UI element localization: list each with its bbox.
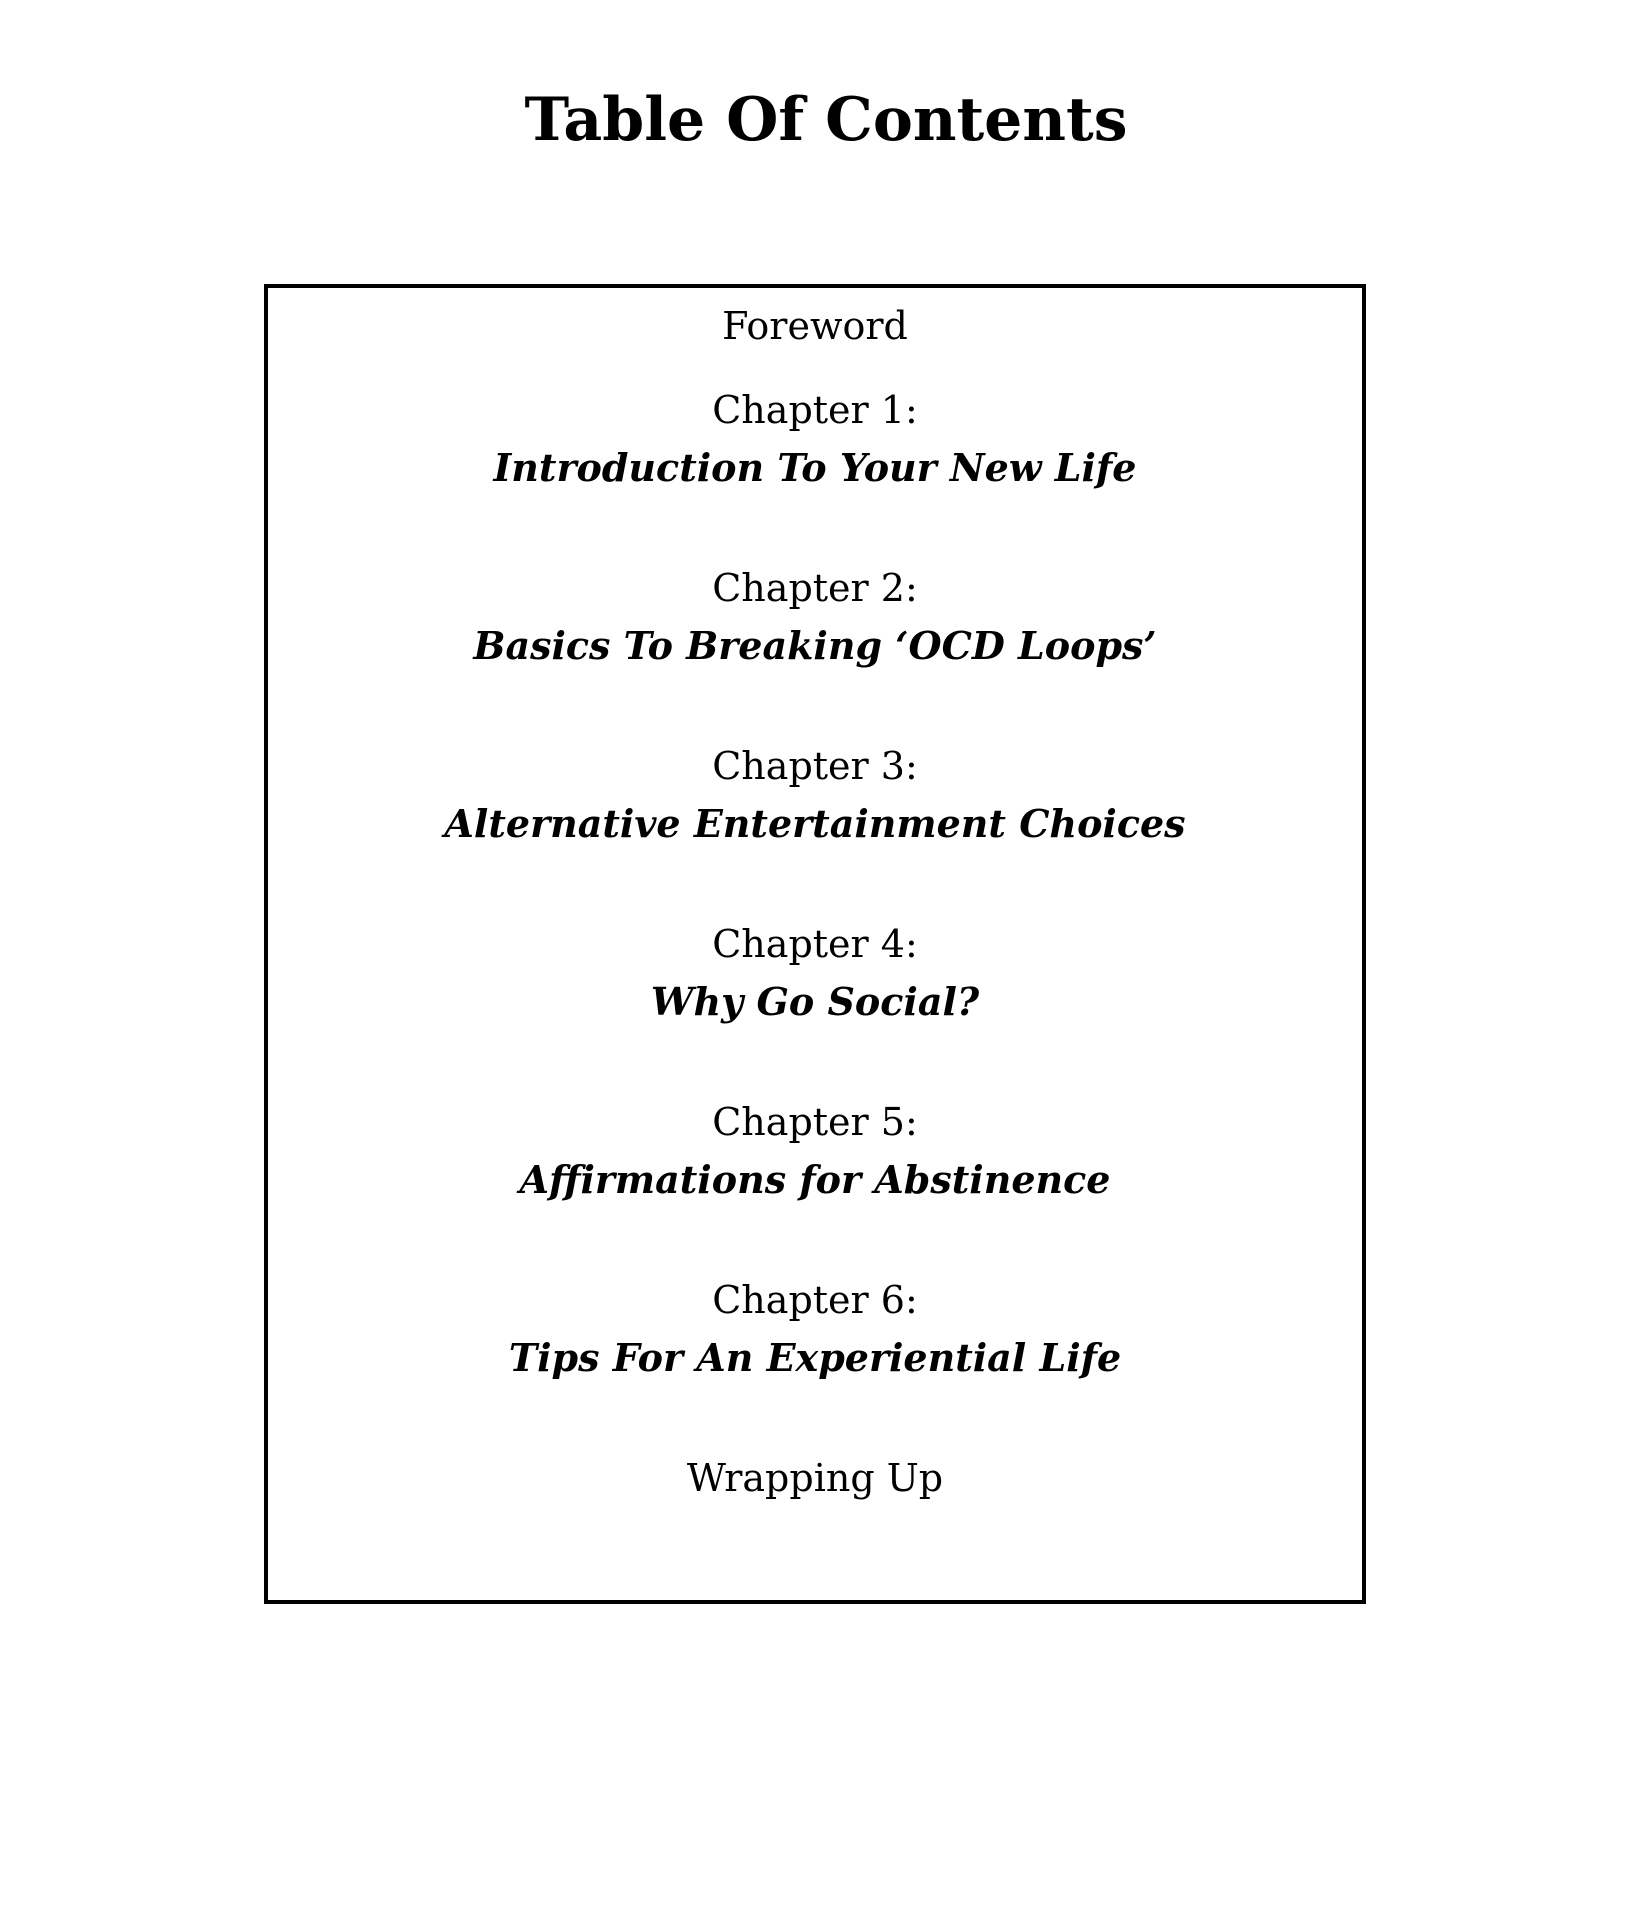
toc-box bbox=[264, 284, 1366, 1604]
toc-chapter-5-label[interactable]: Chapter 5: bbox=[712, 1100, 918, 1144]
toc-wrapping-up[interactable]: Wrapping Up bbox=[686, 1456, 944, 1500]
toc-chapter-4-label[interactable]: Chapter 4: bbox=[712, 922, 918, 966]
toc-chapter-5-title[interactable]: Affirmations for Abstinence bbox=[519, 1157, 1111, 1202]
toc-chapter-2-label[interactable]: Chapter 2: bbox=[712, 566, 918, 610]
toc-chapter-4-title[interactable]: Why Go Social? bbox=[650, 979, 980, 1024]
toc-chapter-2-title[interactable]: Basics To Breaking ‘OCD Loops’ bbox=[473, 623, 1157, 668]
page-title: Table Of Contents bbox=[524, 85, 1128, 155]
toc-chapter-3-title[interactable]: Alternative Entertainment Choices bbox=[444, 801, 1186, 846]
toc-chapter-1-title[interactable]: Introduction To Your New Life bbox=[493, 445, 1137, 490]
toc-foreword[interactable]: Foreword bbox=[722, 304, 908, 348]
toc-chapter-6-label[interactable]: Chapter 6: bbox=[712, 1278, 918, 1322]
toc-chapter-6-title[interactable]: Tips For An Experiential Life bbox=[508, 1335, 1122, 1380]
toc-chapter-1-label[interactable]: Chapter 1: bbox=[712, 388, 918, 432]
toc-chapter-3-label[interactable]: Chapter 3: bbox=[712, 744, 918, 788]
